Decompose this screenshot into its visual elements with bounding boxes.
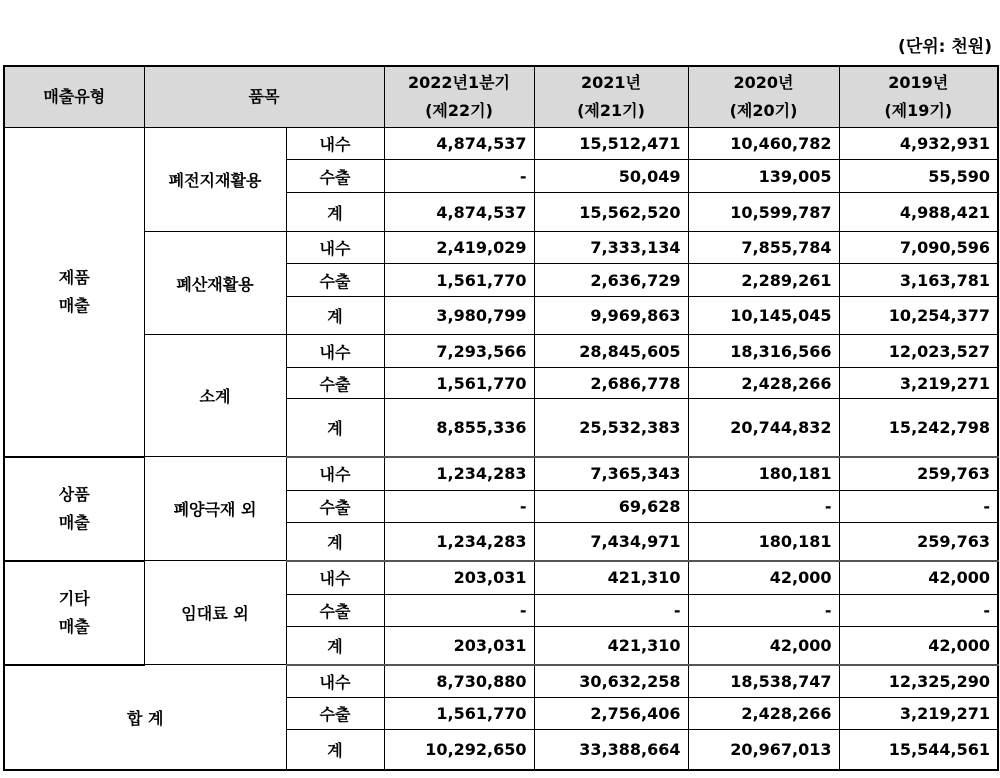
header-period-3 <box>839 66 998 128</box>
value-cell: 30,632,258 <box>534 665 688 698</box>
value-cell: 42,000 <box>688 627 839 665</box>
value-cell: 7,333,134 <box>534 232 688 264</box>
value-cell: 18,538,747 <box>688 665 839 698</box>
header-period-1 <box>534 66 688 128</box>
table-row <box>4 561 998 595</box>
value-cell: 9,969,863 <box>534 297 688 335</box>
value-cell: 12,023,527 <box>839 335 998 368</box>
value-cell: - <box>839 595 998 627</box>
value-cell: 7,293,566 <box>384 335 534 368</box>
value-cell: 25,532,383 <box>534 399 688 457</box>
value-cell: 10,599,787 <box>688 193 839 232</box>
period-year: 2021년 <box>581 73 642 92</box>
value-cell: 2,419,029 <box>384 232 534 264</box>
row-kind: 내수 <box>286 457 384 491</box>
category-line: 매출 <box>58 512 90 532</box>
item-name: 임대료 외 <box>144 561 286 665</box>
category-line: 매출 <box>58 295 90 315</box>
row-kind: 내수 <box>286 561 384 595</box>
value-cell: 8,855,336 <box>384 399 534 457</box>
row-kind: 내수 <box>286 232 384 264</box>
value-cell: 259,763 <box>839 523 998 561</box>
value-cell: 28,845,605 <box>534 335 688 368</box>
value-cell: 2,636,729 <box>534 264 688 297</box>
value-cell: 3,219,271 <box>839 698 998 730</box>
header-row <box>4 66 998 128</box>
row-kind: 수출 <box>286 368 384 399</box>
value-cell: 203,031 <box>384 561 534 595</box>
value-cell: 180,181 <box>688 523 839 561</box>
value-cell: 20,744,832 <box>688 399 839 457</box>
row-kind: 수출 <box>286 491 384 523</box>
table-row <box>4 128 998 160</box>
value-cell: - <box>688 491 839 523</box>
value-cell: 8,730,880 <box>384 665 534 698</box>
value-cell: 139,005 <box>688 160 839 193</box>
value-cell: 1,561,770 <box>384 264 534 297</box>
sales-table <box>3 65 999 771</box>
row-kind: 계 <box>286 399 384 457</box>
value-cell: 18,316,566 <box>688 335 839 368</box>
value-cell: 69,628 <box>534 491 688 523</box>
value-cell: 2,686,778 <box>534 368 688 399</box>
category-line: 상품 <box>58 484 90 504</box>
row-kind: 내수 <box>286 128 384 160</box>
item-name: 폐전지재활용 <box>144 128 286 232</box>
table-row <box>4 457 998 491</box>
value-cell: 3,163,781 <box>839 264 998 297</box>
value-cell: 259,763 <box>839 457 998 491</box>
value-cell: 7,434,971 <box>534 523 688 561</box>
category-line: 매출 <box>58 616 90 636</box>
table-row <box>4 335 998 368</box>
header-period-0 <box>384 66 534 128</box>
header-sales-type: 매출유형 <box>4 66 144 128</box>
value-cell: - <box>839 491 998 523</box>
value-cell: 3,980,799 <box>384 297 534 335</box>
value-cell: 10,145,045 <box>688 297 839 335</box>
item-name: 폐양극재 외 <box>144 457 286 561</box>
value-cell: 12,325,290 <box>839 665 998 698</box>
value-cell: 20,967,013 <box>688 730 839 770</box>
value-cell: 421,310 <box>534 561 688 595</box>
value-cell: 15,512,471 <box>534 128 688 160</box>
value-cell: 4,874,537 <box>384 128 534 160</box>
value-cell: 180,181 <box>688 457 839 491</box>
value-cell: 4,988,421 <box>839 193 998 232</box>
table-row <box>4 232 998 264</box>
value-cell: 10,254,377 <box>839 297 998 335</box>
row-kind: 계 <box>286 193 384 232</box>
value-cell: 4,874,537 <box>384 193 534 232</box>
row-kind: 수출 <box>286 160 384 193</box>
unit-label: (단위: 천원) <box>898 37 992 57</box>
period-term: (제20기) <box>729 101 798 120</box>
value-cell: - <box>688 595 839 627</box>
value-cell: - <box>384 491 534 523</box>
value-cell: 10,292,650 <box>384 730 534 770</box>
value-cell: 1,234,283 <box>384 523 534 561</box>
value-cell: - <box>534 595 688 627</box>
value-cell: 7,090,596 <box>839 232 998 264</box>
row-kind: 수출 <box>286 698 384 730</box>
row-kind: 수출 <box>286 264 384 297</box>
category-line: 기타 <box>58 588 90 608</box>
value-cell: 203,031 <box>384 627 534 665</box>
total-row <box>4 665 998 698</box>
row-kind: 계 <box>286 730 384 770</box>
value-cell: 2,289,261 <box>688 264 839 297</box>
period-year: 2022년1분기 <box>407 73 511 92</box>
value-cell: - <box>384 595 534 627</box>
value-cell: 42,000 <box>839 627 998 665</box>
value-cell: 15,562,520 <box>534 193 688 232</box>
sales-category <box>4 561 144 665</box>
value-cell: - <box>384 160 534 193</box>
value-cell: 3,219,271 <box>839 368 998 399</box>
value-cell: 2,756,406 <box>534 698 688 730</box>
period-year: 2020년 <box>733 73 794 92</box>
value-cell: 2,428,266 <box>688 368 839 399</box>
value-cell: 42,000 <box>688 561 839 595</box>
period-term: (제22기) <box>425 101 493 120</box>
value-cell: 7,365,343 <box>534 457 688 491</box>
value-cell: 50,049 <box>534 160 688 193</box>
value-cell: 33,388,664 <box>534 730 688 770</box>
value-cell: 42,000 <box>839 561 998 595</box>
period-term: (제19기) <box>884 101 953 120</box>
row-kind: 수출 <box>286 595 384 627</box>
value-cell: 1,234,283 <box>384 457 534 491</box>
value-cell: 1,561,770 <box>384 698 534 730</box>
value-cell: 4,932,931 <box>839 128 998 160</box>
period-term: (제21기) <box>577 101 645 120</box>
header-item: 품목 <box>144 66 384 128</box>
value-cell: 10,460,782 <box>688 128 839 160</box>
category-line: 제품 <box>58 267 90 287</box>
total-label: 합 계 <box>4 665 286 770</box>
value-cell: 15,242,798 <box>839 399 998 457</box>
row-kind: 계 <box>286 523 384 561</box>
value-cell: 7,855,784 <box>688 232 839 264</box>
value-cell: 421,310 <box>534 627 688 665</box>
value-cell: 55,590 <box>839 160 998 193</box>
header-period-2 <box>688 66 839 128</box>
row-kind: 내수 <box>286 665 384 698</box>
item-name: 폐산재활용 <box>144 232 286 335</box>
value-cell: 15,544,561 <box>839 730 998 770</box>
value-cell: 2,428,266 <box>688 698 839 730</box>
row-kind: 내수 <box>286 335 384 368</box>
value-cell: 1,561,770 <box>384 368 534 399</box>
item-name: 소계 <box>144 335 286 457</box>
sales-category <box>4 128 144 457</box>
period-year: 2019년 <box>888 73 949 92</box>
row-kind: 계 <box>286 627 384 665</box>
row-kind: 계 <box>286 297 384 335</box>
sales-category <box>4 457 144 561</box>
